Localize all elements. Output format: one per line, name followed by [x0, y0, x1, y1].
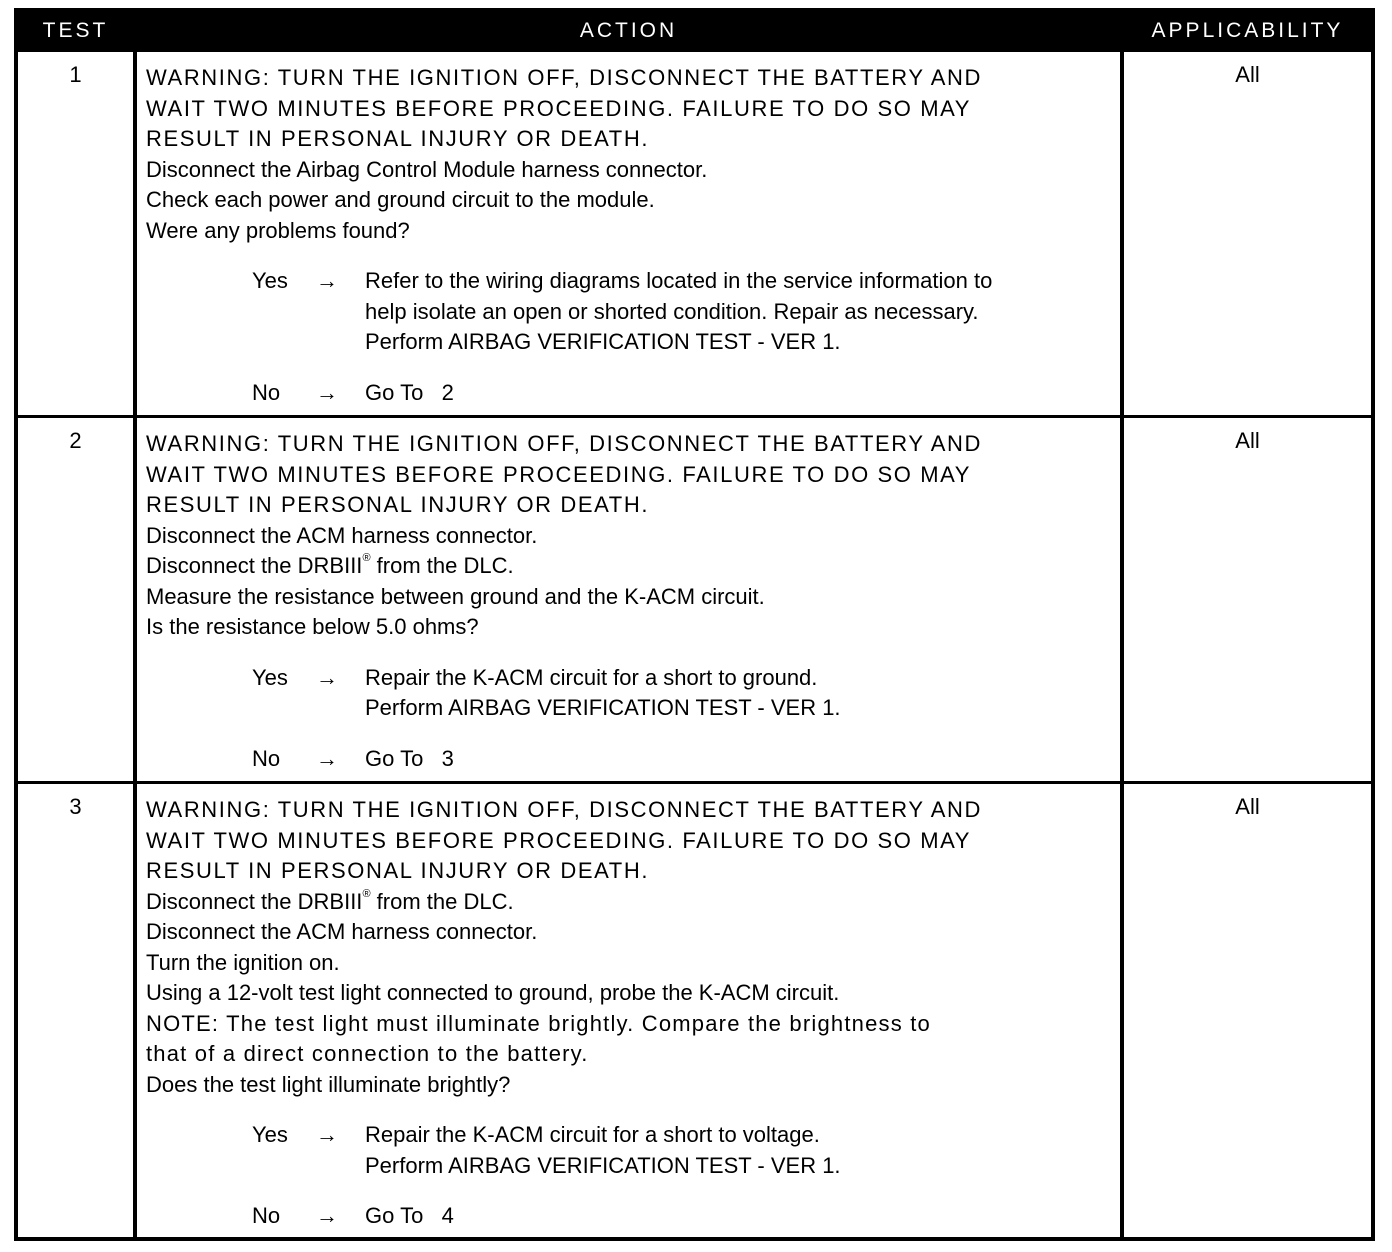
- yes-response: [252, 1120, 1118, 1151]
- yes-text: Perform AIRBAG VERIFICATION TEST - VER 1.: [365, 1152, 841, 1178]
- step-line: Using a 12-volt test light connected to ground, probe the K-ACM circuit.: [146, 980, 840, 1005]
- warning-line: WARNING: TURN THE IGNITION OFF, DISCONNECT THE BATTERY AND: [146, 797, 982, 822]
- warning-line: RESULT IN PERSONAL INJURY OR DEATH.: [146, 126, 650, 151]
- test-number: 1: [69, 62, 82, 87]
- arrow-icon: →: [316, 664, 338, 690]
- step-line: Turn the ignition on.: [146, 949, 340, 975]
- no-response: [252, 1201, 1118, 1232]
- action-cell: [137, 784, 1120, 1237]
- arrow-icon: →: [316, 745, 338, 771]
- warning-line: RESULT IN PERSONAL INJURY OR DEATH.: [146, 492, 650, 517]
- warning-line: RESULT IN PERSONAL INJURY OR DEATH.: [146, 858, 650, 883]
- warning-line: WAIT TWO MINUTES BEFORE PROCEEDING. FAILURE TO DO SO MAY: [146, 461, 972, 487]
- step-line: Disconnect the Airbag Control Module harness connector.: [146, 156, 708, 182]
- step-line: Measure the resistance between ground and the K-ACM circuit.: [146, 583, 765, 609]
- no-label: No: [252, 1203, 281, 1228]
- header-action: ACTION: [579, 18, 678, 42]
- no-goto-text: Go To 3: [365, 745, 454, 771]
- note-line: NOTE: The test light must illuminate brightly. Compare the brightness to: [146, 1010, 931, 1036]
- step-line: Check each power and ground circuit to the module.: [146, 187, 655, 212]
- yes-response: [252, 663, 1118, 694]
- applicability-value: All: [1235, 428, 1260, 453]
- arrow-icon: →: [316, 379, 338, 405]
- warning-line: WAIT TWO MINUTES BEFORE PROCEEDING. FAILURE TO DO SO MAY: [146, 827, 972, 853]
- yes-text: help isolate an open or shorted condition. Repair as necessary.: [365, 298, 979, 324]
- test-number-cell: [18, 784, 133, 1237]
- warning-line: WARNING: TURN THE IGNITION OFF, DISCONNECT THE BATTERY AND: [146, 65, 982, 90]
- registered-mark: ®: [362, 887, 371, 900]
- header-applicability: APPLICABILITY: [1151, 18, 1344, 42]
- yes-text: Repair the K-ACM circuit for a short to ground.: [365, 664, 818, 690]
- action-cell: [137, 418, 1120, 781]
- table-row: [18, 784, 1371, 1237]
- step-line: Disconnect the DRBIII® from the DLC.: [146, 887, 514, 914]
- warning-line: WARNING: TURN THE IGNITION OFF, DISCONNECT THE BATTERY AND: [146, 431, 982, 456]
- test-number: 3: [69, 794, 82, 819]
- no-label: No: [252, 745, 281, 771]
- applicability-cell: [1124, 52, 1371, 415]
- yes-response: [252, 266, 1118, 297]
- yes-text: Refer to the wiring diagrams located in the service information to: [365, 268, 993, 293]
- no-goto-text: Go To 2: [365, 379, 454, 405]
- arrow-icon: →: [316, 268, 338, 293]
- header-test: TEST: [42, 18, 109, 42]
- table-row: [18, 418, 1371, 781]
- table-row: [18, 52, 1371, 415]
- yes-text: Perform AIRBAG VERIFICATION TEST - VER 1.: [365, 329, 841, 354]
- step-line: Disconnect the DRBIII® from the DLC.: [146, 552, 514, 578]
- yes-label: Yes: [252, 1122, 288, 1147]
- applicability-cell: [1124, 784, 1371, 1237]
- step-line: Disconnect the ACM harness connector.: [146, 522, 538, 548]
- question-line: Is the resistance below 5.0 ohms?: [146, 614, 479, 639]
- question-line: Were any problems found?: [146, 217, 410, 243]
- yes-text: Perform AIRBAG VERIFICATION TEST - VER 1.: [365, 695, 841, 720]
- applicability-value: All: [1235, 794, 1260, 819]
- warning-line: WAIT TWO MINUTES BEFORE PROCEEDING. FAILURE TO DO SO MAY: [146, 95, 972, 121]
- no-goto-text: Go To 4: [365, 1203, 454, 1228]
- step-line: Disconnect the ACM harness connector.: [146, 919, 538, 944]
- no-response: [252, 378, 1118, 409]
- action-cell: [137, 52, 1120, 415]
- question-line: Does the test light illuminate brightly?: [146, 1071, 511, 1097]
- no-label: No: [252, 379, 281, 405]
- note-line: that of a direct connection to the battery.: [146, 1041, 589, 1066]
- arrow-icon: →: [316, 1122, 338, 1147]
- yes-text: Repair the K-ACM circuit for a short to voltage.: [365, 1122, 820, 1147]
- arrow-icon: →: [316, 1203, 338, 1228]
- yes-label: Yes: [252, 664, 288, 690]
- test-number-cell: [18, 52, 133, 415]
- applicability-cell: [1124, 418, 1371, 781]
- yes-label: Yes: [252, 268, 288, 293]
- applicability-value: All: [1235, 62, 1260, 87]
- test-number-cell: [18, 418, 133, 781]
- test-table: [14, 8, 1375, 1241]
- registered-mark: ®: [362, 552, 371, 564]
- test-number: 2: [69, 428, 82, 453]
- no-response: [252, 744, 1118, 775]
